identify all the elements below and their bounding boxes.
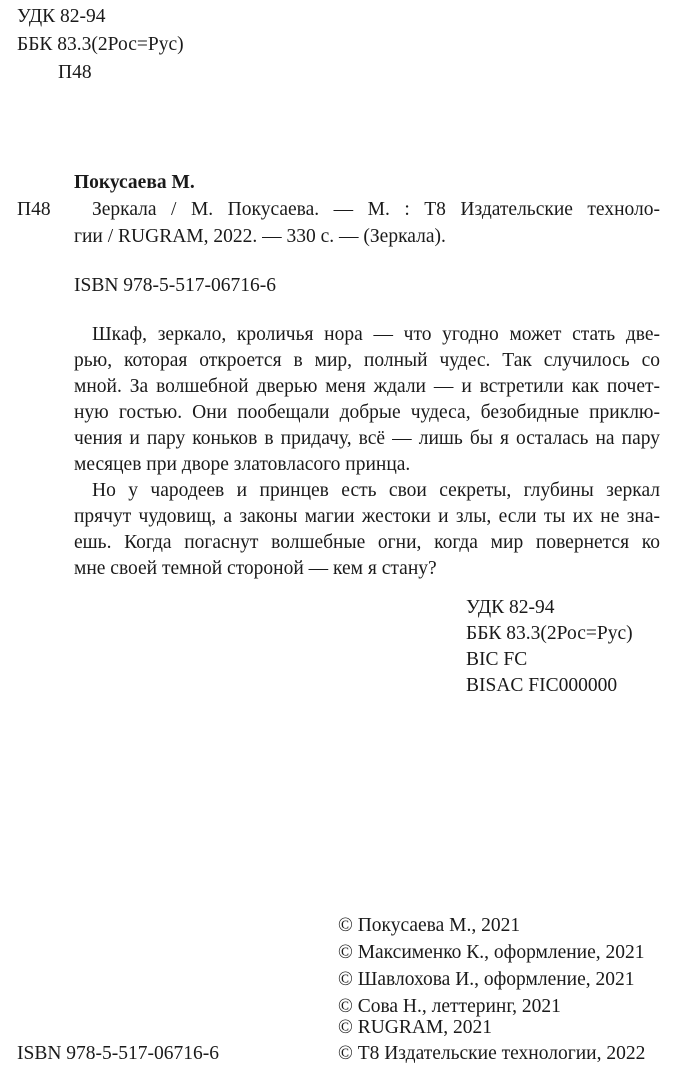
copyright-line: © Т8 Издательские технологии, 2022 <box>338 1043 646 1064</box>
annotation-line: мной. За волшебной дверью меня ждали — и встретили как почет- <box>74 376 660 397</box>
top-author-sign: П48 <box>58 62 92 83</box>
classification-bbk: ББК 83.3(2Рос=Рус) <box>466 623 633 644</box>
copyright-line: © Шавлохова И., оформление, 2021 <box>338 969 635 990</box>
annotation-line: мне своей темной стороной — кем я стану? <box>74 558 437 579</box>
top-bbk: ББК 83.3(2Рос=Рус) <box>17 34 184 55</box>
record-sign: П48 <box>17 199 51 220</box>
annotation-line: чения и пару коньков в придачу, всё — лишь бы я осталась на пару <box>74 428 660 449</box>
copyright-line: © Сова Н., леттеринг, 2021 <box>338 996 561 1017</box>
classification-udk: УДК 82-94 <box>466 597 555 618</box>
copyright-line: © Максименко К., оформление, 2021 <box>338 942 645 963</box>
annotation-line: рью, которая откроется в мир, полный чудес. Так случилось со <box>74 350 660 371</box>
annotation-line: Но у чародеев и принцев есть свои секреты, глубины зеркал <box>92 480 660 501</box>
footer-isbn: ISBN 978-5-517-06716-6 <box>17 1043 220 1064</box>
top-udk: УДК 82-94 <box>17 6 106 27</box>
annotation-line: ешь. Когда погаснут волшебные огни, когда мир повернется ко <box>74 532 660 553</box>
annotation-line: прячут чудовищ, а законы магии жестоки и злы, если ты их не зна- <box>74 506 660 527</box>
classification-bisac: BISAC FIC000000 <box>466 675 618 696</box>
annotation-line: месяцев при дворе златовласого принца. <box>74 454 411 475</box>
record-title-line-1: Зеркала / М. Покусаева. — М. : Т8 Издательские техноло- <box>92 199 660 220</box>
record-author: Покусаева М. <box>74 172 195 193</box>
copyright-line: © RUGRAM, 2021 <box>338 1017 493 1038</box>
annotation-line: ную гостью. Они пообещали добрые чудеса, безобидные приклю- <box>74 402 660 423</box>
annotation-line: Шкаф, зеркало, кроличья нора — что угодно может стать две- <box>92 324 660 345</box>
record-title-line-2: гии / RUGRAM, 2022. — 330 с. — (Зеркала). <box>74 226 446 247</box>
classification-bic: BIC FC <box>466 649 528 670</box>
record-isbn: ISBN 978-5-517-06716-6 <box>74 275 277 296</box>
copyright-line: © Покусаева М., 2021 <box>338 915 521 936</box>
